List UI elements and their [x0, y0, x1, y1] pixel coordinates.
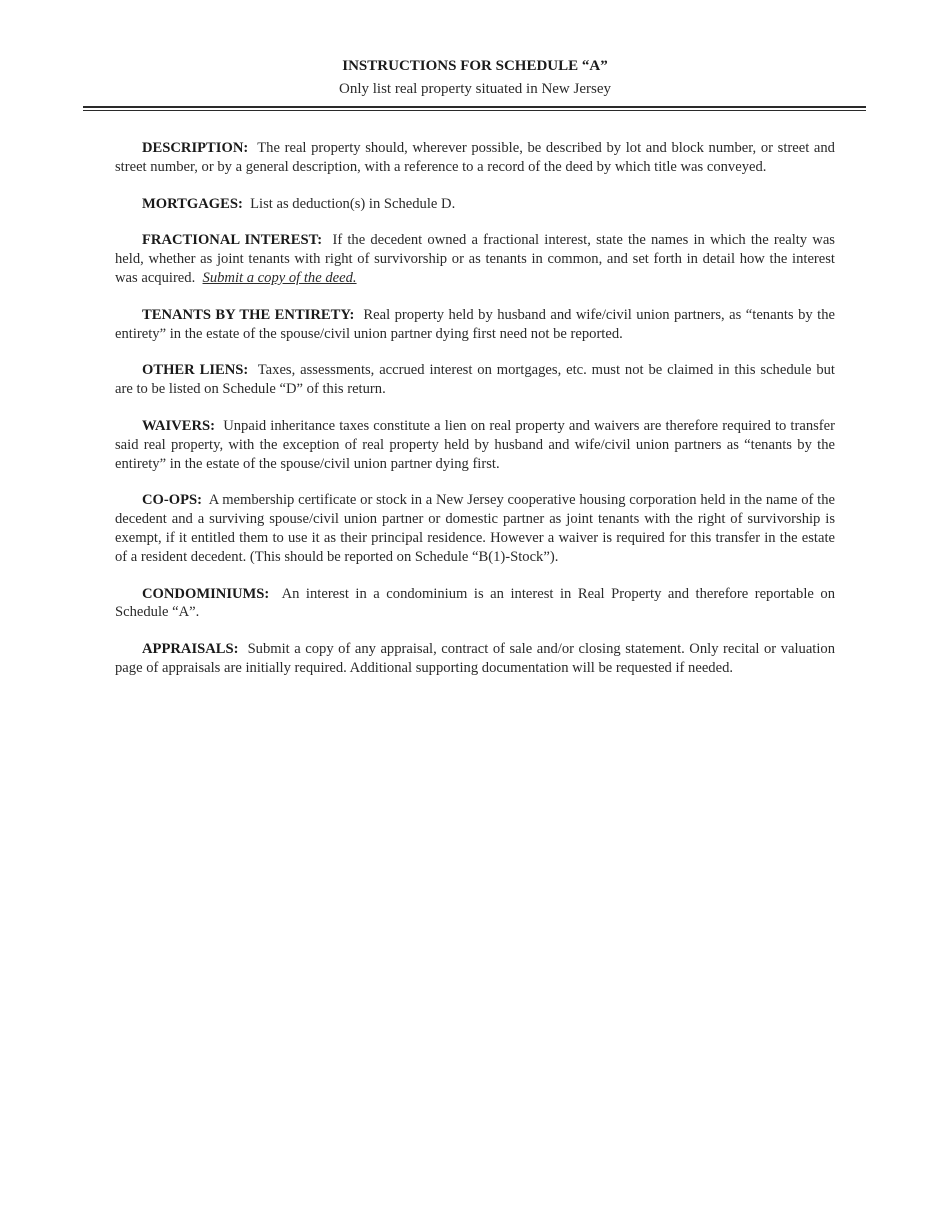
- section-heading: APPRAISALS:: [142, 641, 239, 658]
- section-text: Real property held by husband and wife/civil union partners, as “tenants by the entirety” in the estate of the spouse/civil union partner dying first need not be reported.: [115, 306, 836, 342]
- instructions-body: [115, 139, 835, 696]
- section-heading: WAIVERS:: [142, 417, 215, 434]
- section-description: [115, 139, 835, 177]
- document-title: INSTRUCTIONS FOR SCHEDULE “A”: [342, 58, 608, 74]
- deed-copy-note: Submit a copy of the deed.: [202, 269, 357, 286]
- section-heading: CONDOMINIUMS:: [142, 585, 270, 602]
- header-divider-thin: [83, 110, 866, 111]
- section-appraisals: [115, 640, 835, 678]
- section-text: An interest in a condominium is an interest in Real Property and therefore reportable on Schedule “A”.: [115, 585, 835, 621]
- section-heading: TENANTS BY THE ENTIRETY:: [142, 306, 355, 323]
- section-text: Submit a copy of any appraisal, contract of sale and/or closing statement. Only recital or valuation page of appraisals are initially required. Additional supporting documentation will be requested if needed.: [115, 641, 835, 676]
- section-heading: CO-OPS:: [142, 492, 202, 509]
- section-co-ops: [115, 491, 835, 566]
- section-heading: DESCRIPTION:: [142, 140, 249, 156]
- section-fractional-interest: [115, 231, 835, 287]
- section-heading: FRACTIONAL INTEREST:: [142, 232, 323, 249]
- section-condominiums: [115, 585, 835, 623]
- section-other-liens: [115, 361, 835, 399]
- section-text: Taxes, assessments, accrued interest on mortgages, etc. must not be claimed in this schedule but are to be listed on Schedule “D” of this return.: [115, 362, 835, 398]
- section-waivers: [115, 417, 835, 473]
- document-header: [0, 56, 950, 99]
- header-divider-thick: [83, 106, 866, 108]
- section-text: List as deduction(s) in Schedule D.: [250, 195, 456, 212]
- section-text: The real property should, wherever possible, be described by lot and block number, or street and street number, or by a general description, with a reference to a record of the deed by which title was conveyed.: [115, 140, 835, 175]
- document-subtitle: Only list real property situated in New Jersey: [338, 81, 611, 97]
- section-text: A membership certificate or stock in a New Jersey cooperative housing corporation held in the name of the decedent and a surviving spouse/civil union partner or domestic partner as joint tenants with the right of survivorship is exempt, if it entitled them to use it as their principal residence. However a waiver is required for this transfer in the estate of a resident decedent. (This should be reported on Schedule “B(1)-Stock”).: [115, 492, 835, 565]
- section-mortgages: [115, 195, 835, 214]
- section-text: Unpaid inheritance taxes constitute a lien on real property and waivers are therefore required to transfer said real property, with the exception of real property held by husband and wife/civil union partners as “tenants by the entirety” in the estate of the spouse/civil union partner dying first.: [115, 417, 835, 472]
- section-text: If the decedent owned a fractional interest, state the names in which the realty was held, whether as joint tenants with right of survivorship or as tenants in common, and set forth in detail how the interest was acquired.: [115, 232, 835, 286]
- section-heading: MORTGAGES:: [142, 195, 243, 212]
- section-heading: OTHER LIENS:: [142, 362, 249, 379]
- section-tenants-by-entirety: [115, 306, 835, 344]
